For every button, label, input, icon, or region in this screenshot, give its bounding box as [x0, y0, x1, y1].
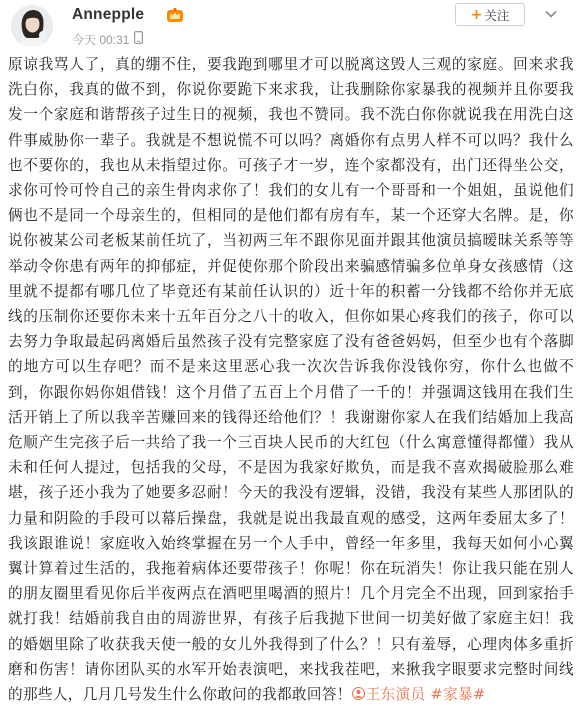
phone-icon: [134, 31, 143, 44]
follow-button[interactable]: [455, 3, 525, 26]
post-text: 原谅我骂人了，真的绷不住，要我跑到哪里才可以脱离这毁人三观的家庭。回来求我洗白你，我真的做不到，你说你要跪下来求我，让我删除你家暴我的视频并且你要我发一个家庭和谐帮孩子过生日的视频，我也不赞同。我不洗白你你就说我在用洗白这件事威胁你一辈子。我就是不想说慌不可以吗？离婚你有点男人样不可以吗？我什么也不要你的，我也从未指望过你。可孩子才一岁，连个家都没有，出门还得坐公交，求你可怜可怜自己的亲生骨肉求你了！我们的女儿有一个哥哥和一个姐姐，虽说他们俩也不是同一个母亲生的，但相同的是他们都有房有车，某一个还穿大名牌。是，你说你被某公司老板某前任坑了，当初两三年不跟你见面并跟其他演员搞暧昧关系等等举动令你患有两年的抑郁症，并促使你那个阶段出来骗感情骗多位单身女孩感情（这里就不提都有哪几位了毕竟还有某前任认识的）近十年的积蓄一分钱都不给你并无底线的压制你还要你未来十五年百分之八十的收入，但你如果心疼我们的孩子，你可以去努力争取最起码离婚后虽然孩子没有完整家庭了没有爸爸妈妈，但至少也有个落脚的地方可以生存吧？而不是来这里恶心我一次次告诉我你没钱你穷，你什么也做不到，你跟你妈你姐借钱！这个月借了五百上个月借了一千的！并强调这钱用在我们生活开销上了所以我辛苦赚回来的钱得还给他们？！我谢谢你家人在我们结婚加上我高危顺产生完孩子后一共给了我一个三百块人民币的大红包（什么寓意懂得都懂）我从未和任何人提过，包括我的父母，不是因为我家好欺负，而是我不喜欢揭破脸那么难堪，孩子还小我为了她要多忍耐！今天的我没有逻辑，没错，我没有某些人那团队的力量和阴险的手段可以幕后操盘，我就是说出我最直观的感受，这两年委屈太多了！我该跟谁说！家庭收入始终掌握在另一个人手中，曾经一年多里，我每天如何小心翼翼计算着过生活的，我拖着病体还要带孩子！你呢！你在玩消失！你让我只能在别人的朋友圈里看见你后半夜两点在酒吧里喝酒的照片！几个月完全不出现，回到家抬手就打我！结婚前我自由的周游世界，有孩子后我抛下世间一切美好做了家庭主妇！我的婚姻里除了收获我天使一般的女儿外我得到了什么？！只有羞辱，心理肉体多重折磨和伤害！请你团队买的水军开始表演吧，来找我茬吧，来揪我字眼要求完整时间线的那些人，几月几号发生什么你敢问的我都敢回答！: [8, 56, 574, 704]
hashtag-link[interactable]: #家暴#: [430, 686, 486, 704]
post-time: 今天 00:31: [72, 33, 130, 47]
mention-link[interactable]: [352, 686, 426, 703]
chevron-down-icon[interactable]: [545, 10, 557, 18]
follow-label: 关注: [484, 7, 510, 23]
post-body: [8, 52, 574, 707]
person-icon: [352, 687, 365, 700]
avatar[interactable]: [11, 5, 53, 47]
vip-crown-badge-icon[interactable]: [166, 7, 184, 23]
avatar-image: [11, 5, 53, 47]
post-header: [0, 0, 578, 52]
plus-icon: +: [470, 6, 483, 23]
user-name[interactable]: Annepple: [72, 6, 145, 23]
mention-text: 王东演员: [365, 686, 426, 704]
